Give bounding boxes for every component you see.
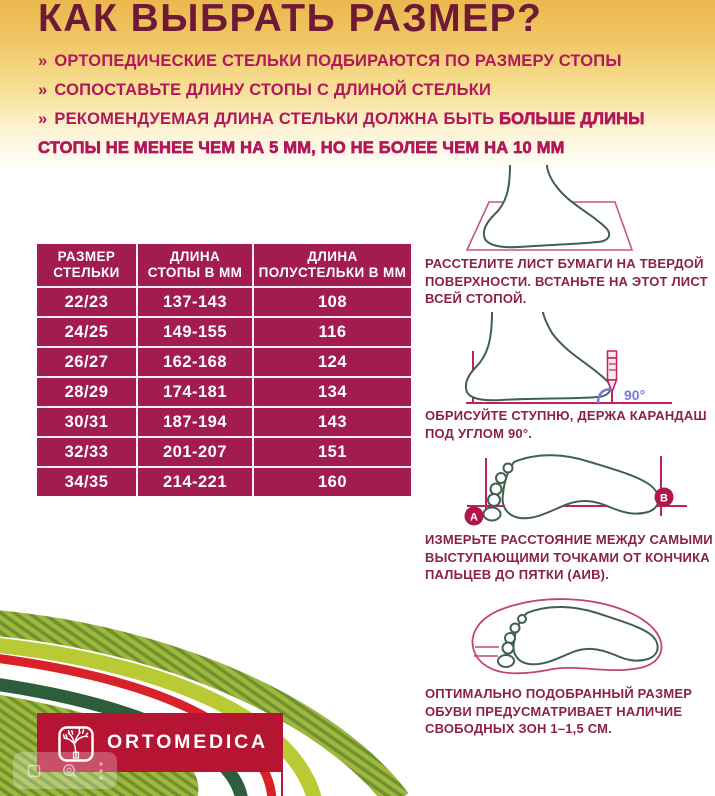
table-header-row xyxy=(37,244,411,287)
cell-size: 24/25 xyxy=(37,317,137,347)
cell-foot-length: 162-168 xyxy=(137,347,253,377)
more-options-icon[interactable] xyxy=(98,761,104,781)
cell-foot-length: 201-207 xyxy=(137,437,253,467)
cell-foot-length: 187-194 xyxy=(137,407,253,437)
table-row xyxy=(37,377,411,407)
page-title: КАК ВЫБРАТЬ РАЗМЕР? xyxy=(38,0,543,40)
step-2-text: ОБРИСУЙТЕ СТУПНЮ, ДЕРЖА КАРАНДАШ ПОД УГЛОМ 90°. xyxy=(425,408,707,441)
cell-foot-length: 149-155 xyxy=(137,317,253,347)
viewer-toolbar xyxy=(13,752,117,789)
table-row xyxy=(37,347,411,377)
cell-half-insole: 124 xyxy=(253,347,411,377)
cell-half-insole: 143 xyxy=(253,407,411,437)
column-header: РАЗМЕР СТЕЛЬКИ xyxy=(37,244,137,287)
cell-size: 28/29 xyxy=(37,377,137,407)
expand-icon[interactable] xyxy=(26,763,42,779)
table-row xyxy=(37,437,411,467)
bullet-marker: » xyxy=(38,81,48,99)
table-row xyxy=(37,407,411,437)
magnifier-icon[interactable] xyxy=(61,762,79,780)
footprint-measure-icon xyxy=(450,450,695,535)
table-row xyxy=(37,287,411,317)
step-3-text: ИЗМЕРЬТЕ РАССТОЯНИЕ МЕЖДУ САМЫМИ ВЫСТУПАЮЩИМИ ТОЧКАМИ ОТ КОНЧИКА ПАЛЬЦЕВ ДО ПЯТКИ (АИВ). xyxy=(425,532,713,582)
foot-on-paper-icon xyxy=(450,164,665,259)
bullet-marker: » xyxy=(38,110,48,128)
column-header: ДЛИНА ПОЛУСТЕЛЬКИ В ММ xyxy=(253,244,411,287)
intro-bullets xyxy=(38,47,706,163)
foot-with-pencil-icon xyxy=(440,303,700,408)
bullet-line xyxy=(38,105,706,163)
bullet-marker: » xyxy=(38,52,48,70)
cell-foot-length: 214-221 xyxy=(137,467,253,496)
table-row xyxy=(37,467,411,496)
point-a-badge xyxy=(465,507,484,526)
cell-foot-length: 137-143 xyxy=(137,287,253,317)
cell-size: 22/23 xyxy=(37,287,137,317)
cell-foot-length: 174-181 xyxy=(137,377,253,407)
bullet-text-emphasis: БОЛЬШЕ ДЛИНЫ СТОПЫ НЕ МЕНЕЕ ЧЕМ НА 5 ММ, НО НЕ БОЛЕЕ ЧЕМ НА 10 ММ xyxy=(38,110,645,157)
point-b-badge xyxy=(655,488,674,507)
point-b-label: В xyxy=(660,492,668,505)
bullet-text: ОРТОПЕДИЧЕСКИЕ СТЕЛЬКИ ПОДБИРАЮТСЯ ПО РАЗМЕРУ СТОПЫ xyxy=(54,52,622,70)
size-table xyxy=(37,244,411,496)
angle-label: 90° xyxy=(624,387,646,403)
bullet-text: РЕКОМЕНДУЕМАЯ ДЛИНА СТЕЛЬКИ ДОЛЖНА БЫТЬ xyxy=(54,110,500,128)
column-header: ДЛИНА СТОПЫ В ММ xyxy=(137,244,253,287)
point-a-label: А xyxy=(470,511,478,524)
cell-size: 34/35 xyxy=(37,467,137,496)
bullet-line xyxy=(38,76,706,105)
cell-half-insole: 108 xyxy=(253,287,411,317)
step-4-text: ОПТИМАЛЬНО ПОДОБРАННЫЙ РАЗМЕР ОБУВИ ПРЕДУСМАТРИВАЕТ НАЛИЧИЕ СВОБОДНЫХ ЗОН 1–1,5 СМ. xyxy=(425,686,693,736)
cell-size: 32/33 xyxy=(37,437,137,467)
cell-size: 30/31 xyxy=(37,407,137,437)
bullet-text: СОПОСТАВЬТЕ ДЛИНУ СТОПЫ С ДЛИНОЙ СТЕЛЬКИ xyxy=(54,81,492,99)
table-row xyxy=(37,317,411,347)
cell-half-insole: 116 xyxy=(253,317,411,347)
cell-size: 26/27 xyxy=(37,347,137,377)
cell-half-insole: 160 xyxy=(253,467,411,496)
logo-text: ORTOMEDICA xyxy=(107,731,268,753)
bullet-line xyxy=(38,47,706,76)
footprint-outline xyxy=(484,455,659,520)
cell-half-insole: 151 xyxy=(253,437,411,467)
cell-half-insole: 134 xyxy=(253,377,411,407)
step-1-text: РАССТЕЛИТЕ ЛИСТ БУМАГИ НА ТВЕРДОЙ ПОВЕРХНОСТИ. ВСТАНЬТЕ НА ЭТОТ ЛИСТ ВСЕЙ СТОПОЙ. xyxy=(425,256,708,306)
